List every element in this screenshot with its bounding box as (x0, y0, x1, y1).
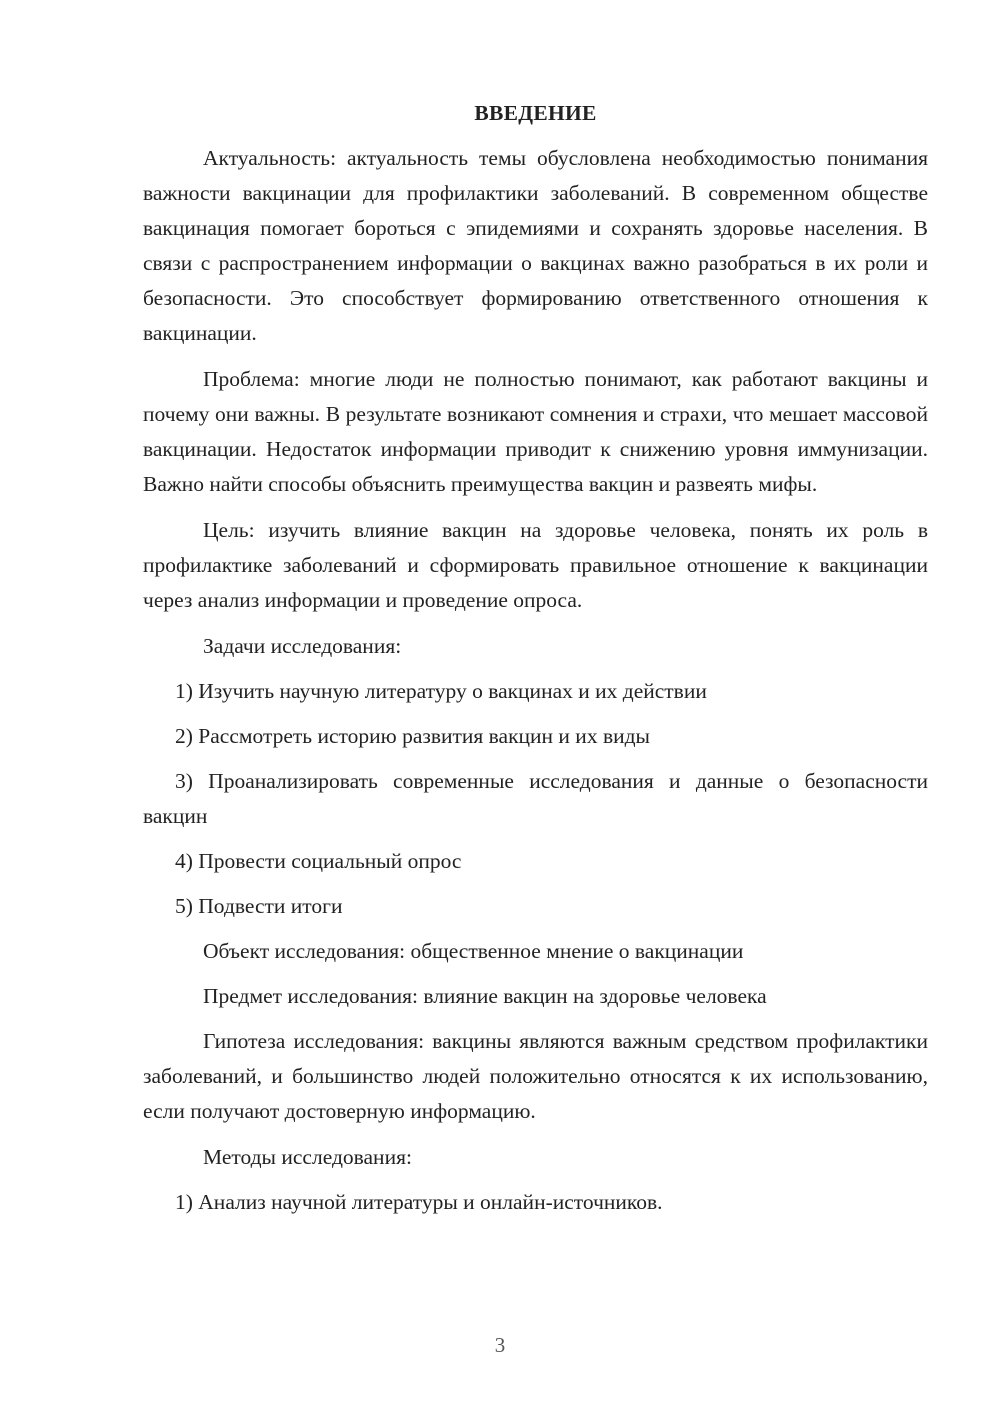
page-content (143, 96, 928, 1230)
methods-heading: Методы исследования: (203, 1145, 412, 1169)
problem-paragraph: Проблема: многие люди не полностью понимают, как работают вакцины и почему они важны. В результате возникают сомнения и страхи, что мешает массовой вакцинации. Недостаток информации приводит к снижению уровня иммунизации. Важно найти способы объяснить преимущества вакцин и развеять мифы. (143, 367, 928, 496)
method-item: 1) Анализ научной литературы и онлайн-источников. (175, 1190, 663, 1214)
task-item: 2) Рассмотреть историю развития вакцин и их виды (175, 724, 650, 748)
task-item: 1) Изучить научную литературу о вакцинах и их действии (175, 679, 707, 703)
research-subject: Предмет исследования: влияние вакцин на здоровье человека (203, 984, 767, 1008)
hypothesis-paragraph: Гипотеза исследования: вакцины являются важным средством профилактики заболеваний, и большинство людей положительно относятся к их использованию, если получают достоверную информацию. (143, 1029, 928, 1123)
task-item: 3) Проанализировать современные исследования и данные о безопасности вакцин (143, 769, 928, 828)
tasks-heading: Задачи исследования: (203, 634, 402, 658)
task-item: 4) Провести социальный опрос (175, 849, 462, 873)
section-title: ВВЕДЕНИЕ (474, 101, 597, 125)
page-number: 3 (494, 1333, 506, 1357)
task-item: 5) Подвести итоги (175, 894, 343, 918)
research-object: Объект исследования: общественное мнение о вакцинации (203, 939, 744, 963)
goal-paragraph: Цель: изучить влияние вакцин на здоровье человека, понять их роль в профилактике заболеваний и сформировать правильное отношение к вакцинации через анализ информации и проведение опроса. (143, 518, 928, 612)
relevance-paragraph: Актуальность: актуальность темы обусловлена необходимостью понимания важности вакцинации для профилактики заболеваний. В современном обществе вакцинация помогает бороться с эпидемиями и сохранять здоровье населения. В связи с распространением информации о вакцинах важно разобраться в их роли и безопасности. Это способствует формированию ответственного отношения к вакцинации. (143, 146, 928, 345)
